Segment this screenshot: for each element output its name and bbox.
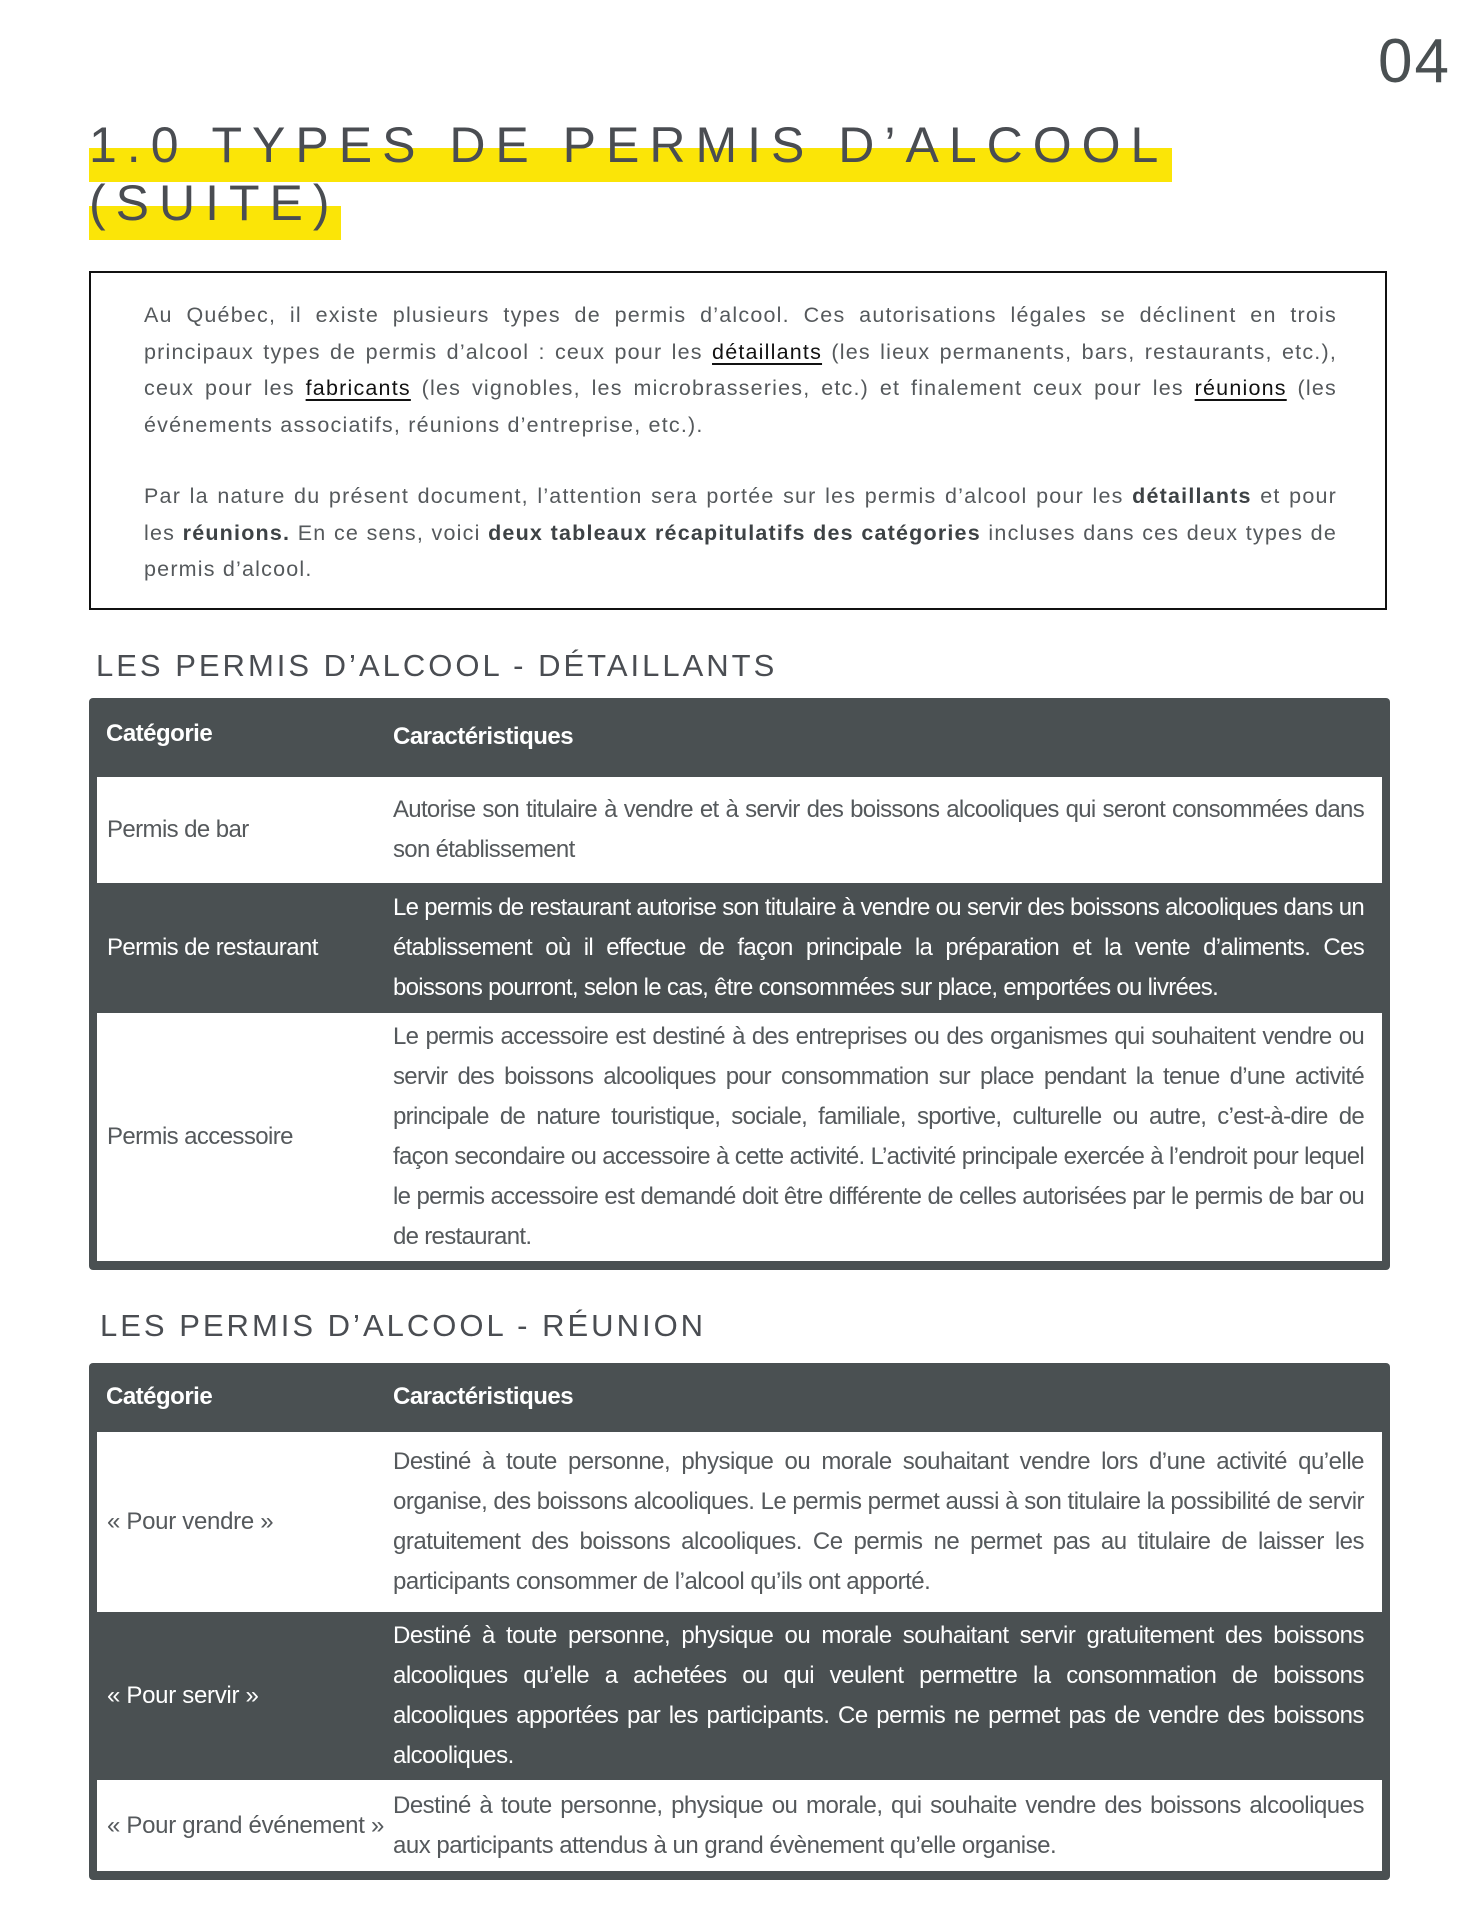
intro-text: incluses dans ces deux types de permis d’alcool. (144, 520, 1338, 581)
intro-text: Au Québec, il existe plusieurs types de permis d’alcool. Ces autorisations légales se déclinent en trois principaux types de permis d’alcool : ceux pour les (144, 303, 1337, 364)
intro-box (89, 271, 1387, 610)
section-heading-reunion: LES PERMIS D’ALCOOL - RÉUNION (100, 1308, 707, 1343)
title-line-1-text: 1.0 TYPES DE PERMIS D’ALCOOL (89, 117, 1169, 173)
intro-paragraph-2 (144, 478, 1337, 588)
row-category: Permis de restaurant (107, 934, 318, 961)
table-row (97, 1432, 1382, 1612)
table-header-row (97, 698, 1382, 777)
table-reunion (89, 1363, 1390, 1880)
title-line-1 (89, 116, 1168, 174)
row-category: « Pour grand événement » (107, 1811, 384, 1839)
row-description: Destiné à toute personne, physique ou morale souhaitant vendre lors d’une activité qu’elle organise, des boissons alcooliques. Le permis permet aussi à son titulaire la possibilité de servir gratuitement des boissons alcooliques. Ce permis ne permet pas au titulaire de laisser les participants consommer de l’alcool qu’ils ont apporté. (393, 1448, 1365, 1595)
intro-text: Par la nature du présent document, l’attention sera portée sur les permis d’alcool pour les (144, 484, 1133, 508)
bold-reunions: réunions. (182, 520, 291, 545)
title-line-2-text: (SUITE) (89, 175, 340, 231)
row-description: Le permis de restaurant autorise son titulaire à vendre ou servir des boissons alcooliques dans un établissement où il effectue de façon principale la préparation et la vente d’aliments. Ces boissons pourront, selon le cas, être consommées sur place, emportées ou livrées. (393, 894, 1364, 1001)
intro-paragraph-1 (144, 297, 1337, 443)
table-header-row (97, 1363, 1382, 1432)
intro-text: (les lieux permanents, bars, restaurants, etc.), ceux pour les (144, 339, 1337, 400)
table-row (97, 1612, 1382, 1780)
table-detaillants (89, 698, 1390, 1270)
row-category: « Pour vendre » (107, 1508, 274, 1535)
bold-tableaux: deux tableaux récapitulatifs des catégories (488, 520, 981, 545)
row-description: Autorise son titulaire à vendre et à servir des boissons alcooliques qui seront consommées dans son établissement (393, 796, 1364, 863)
page-number: 04 (1378, 27, 1451, 96)
link-detaillants[interactable]: détaillants (712, 339, 823, 364)
row-category: Permis de bar (107, 816, 249, 843)
table-row (97, 883, 1382, 1013)
bold-detaillants: détaillants (1132, 484, 1252, 508)
row-description: Destiné à toute personne, physique ou morale, qui souhaite vendre des boissons alcooliques aux participants attendus à un grand évènement qu’elle organise. (393, 1791, 1364, 1859)
intro-text: En ce sens, voici (290, 520, 489, 545)
row-description: Le permis accessoire est destiné à des entreprises ou des organismes qui souhaitent vendre ou servir des boissons alcooliques pour consommation sur place pendant la tenue d’une activité principale de nature touristique, sociale, familiale, sportive, culturelle ou autre, c’est-à-dire de façon secondaire ou accessoire à cette activité. L’activité principale exercée à l’endroit pour lequel le permis accessoire est demandé doit être différente de celles autorisées par le permis de bar ou de restaurant. (393, 1023, 1364, 1250)
column-header-caracteristiques: Caractéristiques (393, 723, 574, 750)
intro-text: (les vignobles, les microbrasseries, etc.) et finalement ceux pour les (410, 376, 1195, 400)
table-row (97, 1780, 1382, 1871)
table-row (97, 1013, 1382, 1261)
section-heading-detaillants: LES PERMIS D’ALCOOL - DÉTAILLANTS (96, 648, 778, 683)
intro-text: (les événements associatifs, réunions d’entreprise, etc.). (144, 376, 1338, 437)
table-row (97, 777, 1382, 883)
row-description: Destiné à toute personne, physique ou morale souhaitant servir gratuitement des boissons alcooliques qu’elle a achetées ou qui veulent permettre la consommation de boissons alcooliques apportées par les participants. Ce permis ne permet pas de vendre des boissons alcooliques. (393, 1622, 1364, 1769)
link-fabricants[interactable]: fabricants (305, 376, 411, 400)
page-title (89, 116, 1168, 232)
column-header-categorie: Catégorie (106, 1383, 213, 1410)
intro-text: et pour les (144, 484, 1337, 545)
title-line-2 (89, 174, 340, 232)
column-header-categorie: Catégorie (106, 720, 213, 747)
link-reunions[interactable]: réunions (1194, 376, 1287, 400)
column-header-caracteristiques: Caractéristiques (393, 1383, 574, 1410)
row-category: Permis accessoire (107, 1123, 293, 1150)
row-category: « Pour servir » (107, 1682, 259, 1709)
